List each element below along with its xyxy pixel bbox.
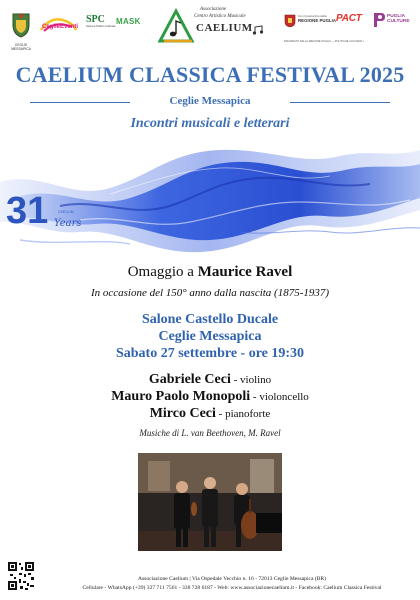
caelium-association-logo bbox=[156, 5, 266, 47]
divider-right bbox=[290, 102, 390, 103]
association-line2: Centro Artistico Musicale bbox=[194, 14, 246, 19]
spc-label: SPC bbox=[86, 14, 105, 25]
festival-tagline: Incontri musicali e letterari bbox=[130, 116, 290, 131]
event-datetime: Sabato 27 settembre - ore 19:30 bbox=[115, 346, 305, 361]
association-name: CAELIUM bbox=[196, 22, 253, 34]
musicians-photo bbox=[138, 453, 282, 551]
anniversary-label: CAELIUM bbox=[58, 210, 74, 214]
festival-title: CAELIUM CLASSICA FESTIVAL 2025 bbox=[15, 62, 405, 87]
festival-location: Ceglie Messapica bbox=[169, 95, 251, 107]
music-note-icon bbox=[252, 25, 264, 35]
regione-sub-label: Con il patrocinio della bbox=[298, 14, 327, 18]
ceglie-crest-logo bbox=[6, 12, 36, 51]
regione-puglia-logo bbox=[284, 14, 337, 34]
qr-code-icon[interactable] bbox=[7, 561, 35, 591]
triangle-note-icon bbox=[156, 7, 196, 45]
composer-name: Maurice Ravel bbox=[197, 264, 293, 280]
ceglie-logo-label: CEGLIE MESSAPICA bbox=[11, 43, 31, 51]
funding-note: FINANZIATO DALLA REGIONE PUGLIA — POLITICHE CULTURALI bbox=[284, 40, 364, 43]
performer-row bbox=[0, 404, 420, 422]
venue-city: Ceglie Messapica bbox=[158, 329, 262, 344]
occasion-text: In occasione del 150° anno dalla nascita (1875-1937) bbox=[90, 287, 330, 299]
tribute-heading bbox=[0, 264, 420, 281]
location-row bbox=[0, 94, 420, 110]
performer-role: - violoncello bbox=[250, 391, 309, 403]
puglia-culture-logo bbox=[372, 12, 418, 34]
venue-name: Salone Castello Ducale bbox=[141, 312, 279, 327]
ceglieeventi-logo bbox=[38, 16, 78, 34]
performer-name: Mauro Paolo Monopoli bbox=[111, 389, 251, 404]
pact-label: PACT bbox=[336, 13, 362, 24]
performer-name: Gabriele Ceci bbox=[148, 372, 231, 387]
performer-role: - violino bbox=[230, 374, 272, 386]
performer-role: - pianoforte bbox=[215, 408, 271, 420]
regione-label: REGIONE PUGLIA bbox=[298, 18, 337, 23]
mask-logo bbox=[116, 17, 142, 29]
spc-sub-label: Sistema Politico Culturale bbox=[86, 25, 116, 28]
performer-row bbox=[0, 370, 420, 388]
sponsor-logo-strip bbox=[0, 0, 420, 50]
shield-crest-icon bbox=[6, 12, 36, 38]
pact-logo bbox=[336, 13, 366, 29]
mask-label: MASK bbox=[116, 17, 141, 26]
anniversary-number: 31 bbox=[6, 190, 49, 232]
program-text: Musiche di L. van Beethoven, M. Ravel bbox=[139, 428, 281, 438]
region-crest-icon bbox=[284, 14, 296, 28]
puglia-culture-label: PUGLIA CULTURE bbox=[387, 14, 410, 25]
anniversary-badge bbox=[4, 188, 84, 248]
association-line1: Associazione bbox=[200, 7, 227, 12]
footer-contacts: Cellulare - WhatsApp (+39) 327 711 7561 - 338 728 6187 - Web: www.associazionecaelium.it - Facebook: Caelium Classica Festival bbox=[82, 585, 382, 591]
ceglieeventi-label: CeglieEventi bbox=[42, 24, 79, 30]
tribute-prefix: Omaggio a bbox=[127, 264, 198, 280]
anniversary-word: Years bbox=[54, 218, 82, 229]
spc-logo bbox=[86, 14, 114, 34]
performer-name: Mirco Ceci bbox=[149, 406, 216, 421]
footer-address: Associazione Caelium | Via Ospedale Vecchio n. 16 - 72013 Ceglie Messapica (BR) bbox=[137, 576, 327, 582]
puglia-culture-mark-icon bbox=[372, 12, 386, 28]
performer-row bbox=[0, 387, 420, 405]
